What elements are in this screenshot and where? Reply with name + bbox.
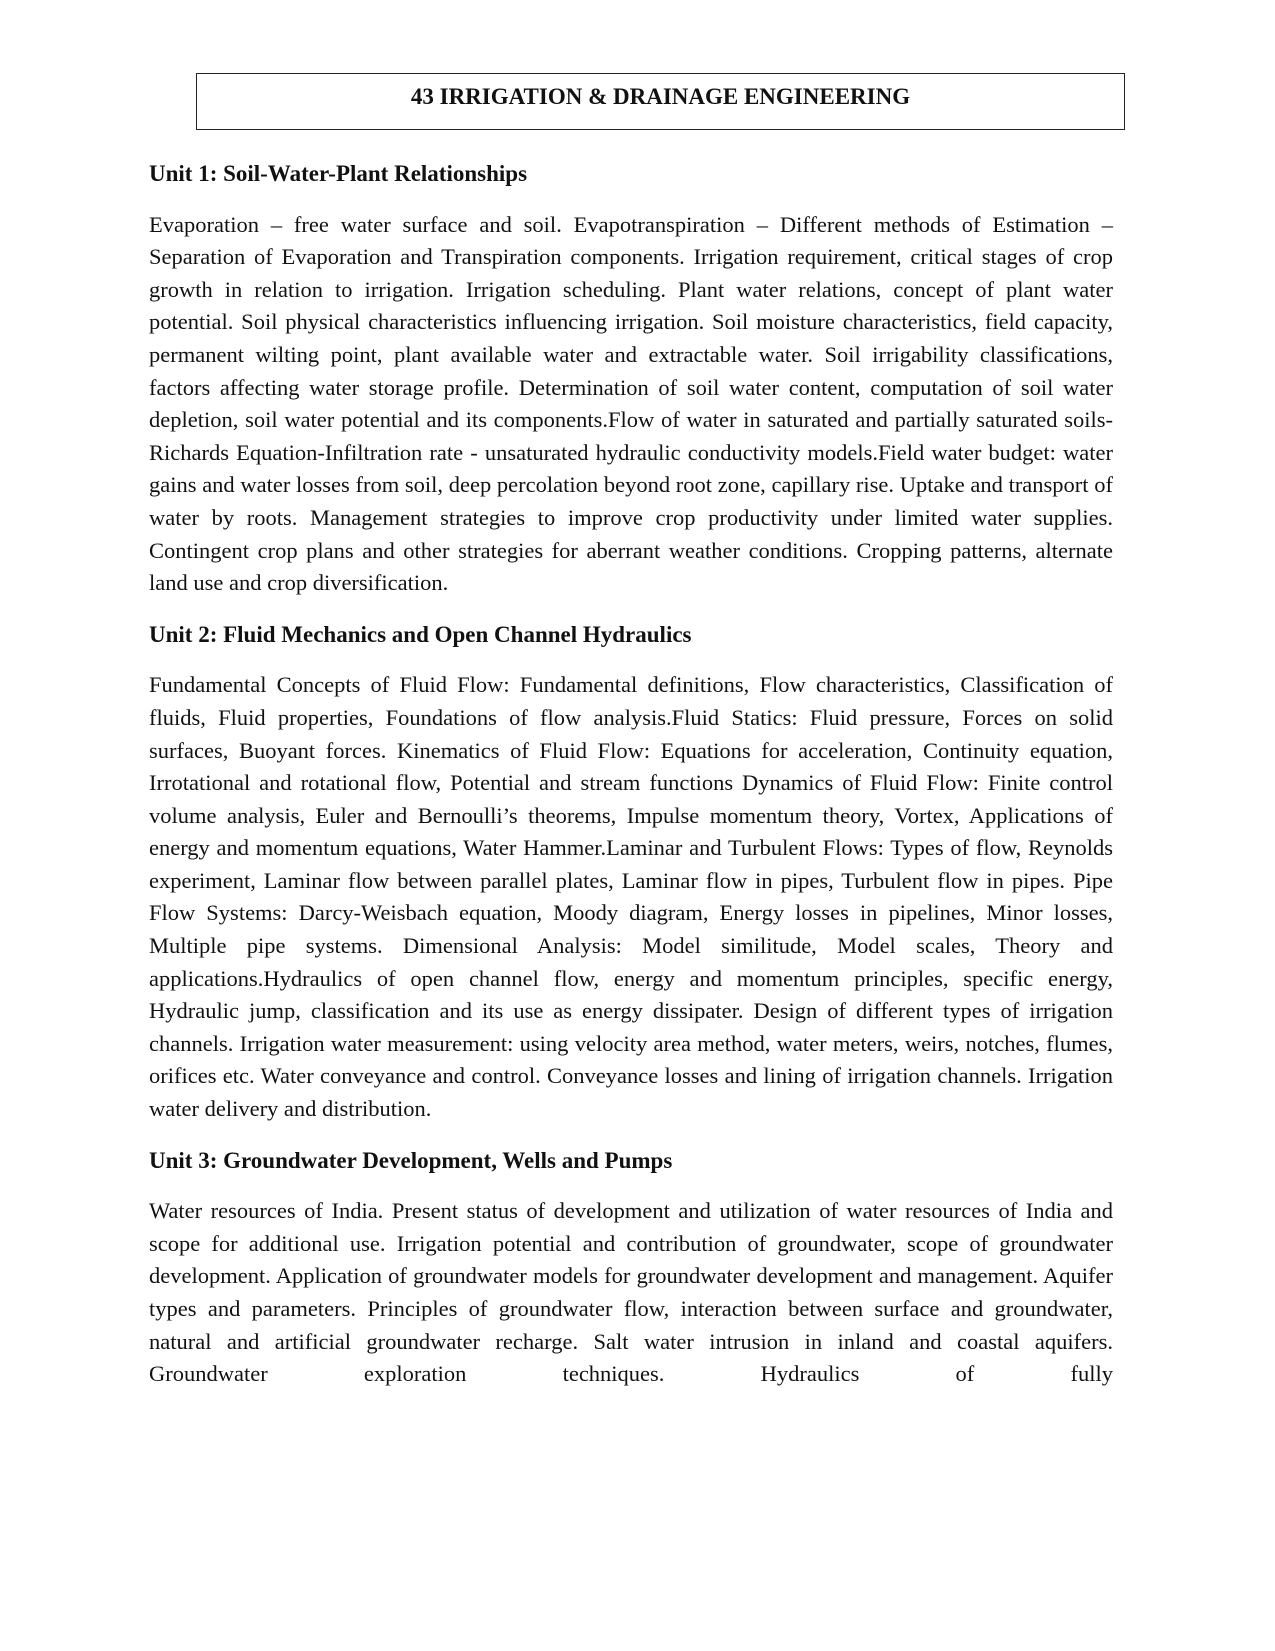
unit-2-body: Fundamental Concepts of Fluid Flow: Fundamental definitions, Flow characteristics, Classification of fluids, Fluid properties, Foundations of flow analysis.Fluid Statics: Fluid pressure, Forces on solid surfaces, Buoyant forces. Kinematics of Fluid Flow: Equations for acceleration, Continuity equation, Irrotational and rotational flow, Potential and stream functions Dynamics of Fluid Flow: Finite control volume analysis, Euler and Bernoulli’s theorems, Impulse momentum theory, Vortex, Applications of energy and momentum equations, Water Hammer.Laminar and Turbulent Flows: Types of flow, Reynolds experiment, Laminar flow between parallel plates, Laminar flow in pipes, Turbulent flow in pipes. Pipe Flow Systems: Darcy-Weisbach equation, Moody diagram, Energy losses in pipelines, Minor losses, Multiple pipe systems. Dimensional Analysis: Model similitude, Model scales, Theory and applications.Hydraulics of open channel flow, energy and momentum principles, specific energy, Hydraulic jump, classification and its use as energy dissipater. Design of different types of irrigation channels. Irrigation water measurement: using velocity area method, water meters, weirs, notches, flumes, orifices etc. Water conveyance and control. Conveyance losses and lining of irrigation channels. Irrigation water delivery and distribution. [149, 672, 1113, 1122]
unit-3-body: Water resources of India. Present status of development and utilization of water resources of India and scope for additional use. Irrigation potential and contribution of groundwater, scope of groundwater development. Application of groundwater models for groundwater development and management. Aquifer types and parameters. Principles of groundwater flow, interaction between surface and groundwater, natural and artificial groundwater recharge. Salt water intrusion in inland and coastal aquifers. Groundwater exploration techniques. Hydraulics of fully [149, 1198, 1113, 1387]
unit-1-section [149, 158, 1113, 600]
document-content [149, 158, 1113, 1410]
unit-1-heading: Unit 1: Soil-Water-Plant Relationships [149, 161, 528, 186]
unit-3-section [149, 1145, 1113, 1391]
unit-2-heading: Unit 2: Fluid Mechanics and Open Channel Hydraulics [149, 621, 692, 647]
unit-1-body: Evaporation – free water surface and soil. Evapotranspiration – Different methods of Estimation – Separation of Evaporation and Transpiration components. Irrigation requirement, critical stages of crop growth in relation to irrigation. Irrigation scheduling. Plant water relations, concept of plant water potential. Soil physical characteristics influencing irrigation. Soil moisture characteristics, field capacity, permanent wilting point, plant available water and extractable water. Soil irrigability classifications, factors affecting water storage profile. Determination of soil water content, computation of soil water depletion, soil water potential and its components.Flow of water in saturated and partially saturated soils- Richards Equation-Infiltration rate - unsaturated hydraulic conductivity models.Field water budget: water gains and water losses from soil, deep percolation beyond root zone, capillary rise. Uptake and transport of water by roots. Management strategies to improve crop productivity under limited water supplies. Contingent crop plans and other strategies for aberrant weather conditions. Cropping patterns, alternate land use and crop diversification. [149, 211, 1113, 596]
unit-3-heading: Unit 3: Groundwater Development, Wells and Pumps [149, 1147, 673, 1173]
page-title: 43 IRRIGATION & DRAINAGE ENGINEERING [410, 84, 911, 109]
title-box [196, 73, 1125, 130]
unit-2-section [149, 619, 1113, 1126]
